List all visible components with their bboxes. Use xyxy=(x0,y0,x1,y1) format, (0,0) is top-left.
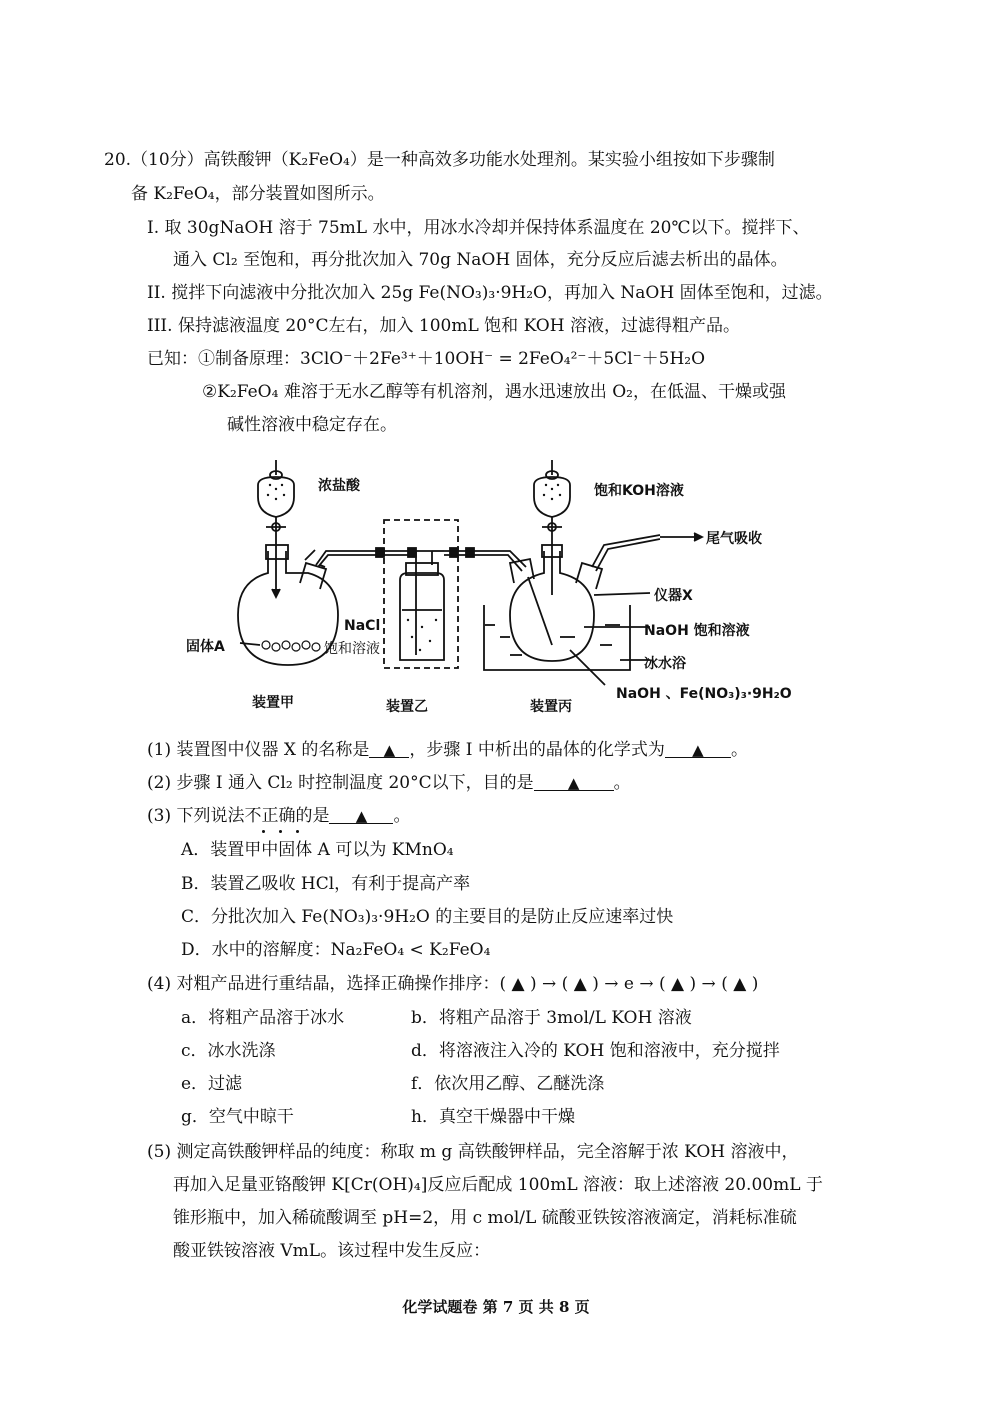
emphasis-dot xyxy=(296,830,299,833)
op-d: d．将溶液注入冷的 KOH 饱和溶液中，充分搅拌 xyxy=(411,1041,780,1061)
label-device-a: 装置甲 xyxy=(252,695,294,711)
label-hcl: 浓盐酸 xyxy=(318,478,360,494)
step-3: III. 保持滤液温度 20°C左右，加入 100mL 饱和 KOH 溶液，过滤得粗产品。 xyxy=(147,316,740,336)
option-a: A．装置甲中固体 A 可以为 KMnO₄ xyxy=(181,840,454,860)
question-5-line2: 再加入足量亚铬酸钾 K[Cr(OH)₄]反应后配成 100mL 溶液：取上述溶液 20.00mL 于 xyxy=(173,1175,823,1195)
question-5: (5) 测定高铁酸钾样品的纯度：称取 m g 高铁酸钾样品，完全溶解于浓 KOH 溶液中， xyxy=(147,1142,799,1162)
op-b: b．将粗产品溶于 3mol/L KOH 溶液 xyxy=(411,1008,692,1028)
op-f: f．依次用乙醇、乙醚洗涤 xyxy=(411,1074,605,1094)
question-20-header-cont: 备 K₂FeO₄，部分装置如图所示。 xyxy=(131,184,385,204)
label-device-b: 装置乙 xyxy=(386,699,428,715)
emphasis-dot xyxy=(279,830,282,833)
answer-blank[interactable]: ▲ xyxy=(534,772,614,791)
label-solid-a: 固体A xyxy=(186,639,225,655)
question-2: (2) 步骤 I 通入 Cl₂ 时控制温度 20°C以下，目的是 ▲ 。 xyxy=(147,773,631,793)
question-1: (1) 装置图中仪器 X 的名称是 ▲ ，步骤 I 中析出的晶体的化学式为 ▲ 。 xyxy=(147,740,748,760)
label-ice-bath: 冰水浴 xyxy=(644,656,686,672)
step-1: I. 取 30gNaOH 溶于 75mL 水中，用冰水冷却并保持体系温度在 20℃以下。搅拌下、 xyxy=(147,218,810,238)
known-2-cont: 碱性溶液中稳定存在。 xyxy=(227,415,397,435)
page-footer: 化学试题卷 第 7 页 共 8 页 xyxy=(402,1298,590,1316)
answer-blank[interactable]: ▲ xyxy=(665,739,731,758)
question-20-header: 20.（10分）高铁酸钾（K₂FeO₄）是一种高效多功能水处理剂。某实验小组按如下步骤制 xyxy=(104,150,775,170)
op-a: a．将粗产品溶于冰水 xyxy=(181,1008,345,1028)
question-4: (4) 对粗产品进行重结晶，选择正确操作排序：( ▲ ) → ( ▲ ) → e → ( ▲ ) → ( ▲ ) xyxy=(147,974,759,994)
label-reagents: NaOH 、Fe(NO₃)₃·9H₂O xyxy=(616,686,792,702)
option-b: B．装置乙吸收 HCl，有利于提高产率 xyxy=(181,874,471,894)
apparatus-diagram xyxy=(180,455,820,720)
label-naoh-saturated: NaOH 饱和溶液 xyxy=(644,623,750,639)
step-1-cont: 通入 Cl₂ 至饱和，再分批次加入 70g NaOH 固体，充分反应后滤去析出的晶体。 xyxy=(173,250,788,270)
known-2: ②K₂FeO₄ 难溶于无水乙醇等有机溶剂，遇水迅速放出 O₂，在低温、干燥或强 xyxy=(202,382,786,402)
question-5-line4: 酸亚铁铵溶液 VmL。该过程中发生反应： xyxy=(173,1241,491,1261)
label-device-c: 装置丙 xyxy=(530,699,572,715)
label-nacl: NaCl xyxy=(344,618,381,634)
label-koh: 饱和KOH溶液 xyxy=(594,483,684,499)
op-e: e．过滤 xyxy=(181,1074,243,1094)
option-c: C．分批次加入 Fe(NO₃)₃·9H₂O 的主要目的是防止反应速率过快 xyxy=(181,907,674,927)
option-d: D．水中的溶解度：Na₂FeO₄ < K₂FeO₄ xyxy=(181,940,491,960)
op-g: g．空气中晾干 xyxy=(181,1107,294,1127)
answer-blank[interactable]: ▲ xyxy=(369,739,409,758)
label-instrument-x: 仪器X xyxy=(654,588,693,604)
question-3: (3) 下列说法不正确的是 ▲ 。 xyxy=(147,806,411,826)
sequence-answer[interactable]: ( ▲ ) → ( ▲ ) → e → ( ▲ ) → ( ▲ ) xyxy=(499,974,759,994)
step-2: II. 搅拌下向滤液中分批次加入 25g Fe(NO₃)₃·9H₂O，再加入 NaOH 固体至饱和，过滤。 xyxy=(147,283,833,303)
op-h: h．真空干燥器中干燥 xyxy=(411,1107,575,1127)
question-5-line3: 锥形瓶中，加入稀硫酸调至 pH=2，用 c mol/L 硫酸亚铁铵溶液滴定，消耗标准硫 xyxy=(173,1208,797,1228)
emphasis-dot xyxy=(262,830,265,833)
label-tail-gas: 尾气吸收 xyxy=(706,531,762,547)
answer-blank[interactable]: ▲ xyxy=(329,805,393,824)
known-1: 已知：①制备原理：3ClO⁻＋2Fe³⁺＋10OH⁻ = 2FeO₄²⁻＋5Cl⁻＋5H₂O xyxy=(147,349,706,369)
op-c: c．冰水洗涤 xyxy=(181,1041,276,1061)
label-nacl-saturated: 饱和溶液 xyxy=(324,641,380,657)
